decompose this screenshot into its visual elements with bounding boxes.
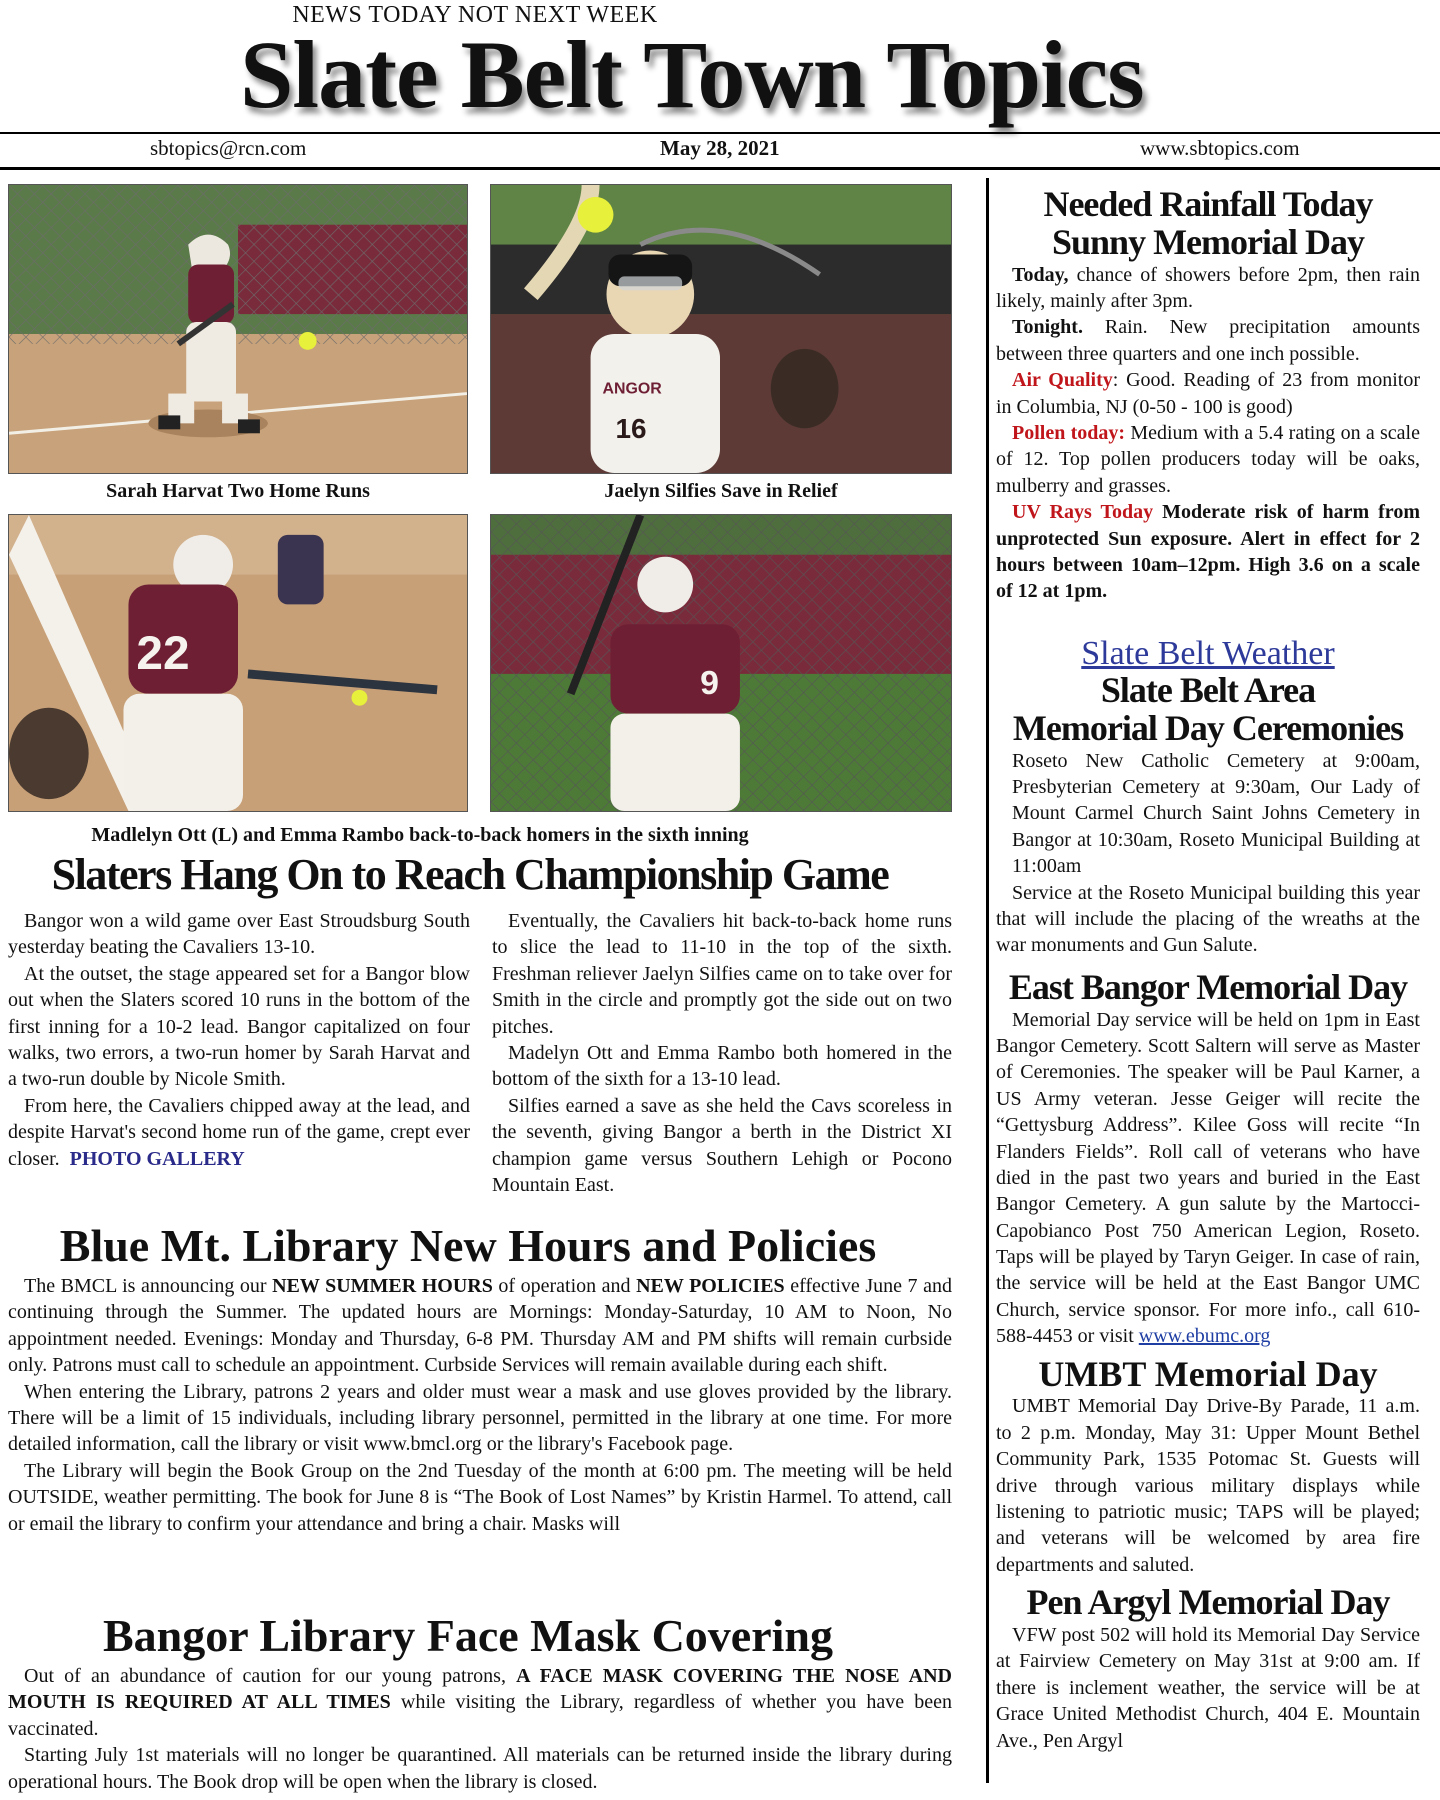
weather-label: Air Quality bbox=[1012, 369, 1113, 392]
softball-paragraph: At the outset, the stage appeared set for a Bangor blow out when the Slaters scored 10 runs in the bottom of the first inning for a 10-2 lead. Bangor capitalized on four walks, two errors, a two-run homer by Sarah Harvat and a two-run double by Nicole Smith. bbox=[8, 962, 470, 1091]
caption-ott-rambo: Madlelyn Ott (L) and Emma Rambo back-to-back homers in the sixth inning bbox=[91, 824, 749, 846]
umbt-headline: UMBT Memorial Day bbox=[1038, 1353, 1378, 1394]
library-text: of operation and bbox=[492, 1275, 637, 1297]
photo-ott[interactable] bbox=[8, 514, 468, 812]
caption-harvat: Sarah Harvat Two Home Runs bbox=[106, 480, 370, 502]
softball-paragraph: Madelyn Ott and Emma Rambo both homered in the bottom of the sixth for a 13-10 lead. bbox=[492, 1041, 952, 1091]
tagline: NEWS TODAY NOT NEXT WEEK bbox=[292, 2, 658, 28]
slate-belt-weather-link[interactable]: Slate Belt Weather bbox=[1081, 634, 1335, 672]
photo-rambo[interactable] bbox=[490, 514, 952, 812]
weather-text: Moderate risk of harm from unprotected Sun exposure. Alert in effect for 2 hours between 10am–12pm. High 3.6 on a scale of 12 at 1pm. bbox=[996, 501, 1420, 603]
masthead-meta bbox=[0, 136, 1440, 166]
pen-argyl-paragraph: VFW post 502 will hold its Memorial Day Service at Fairview Cemetery on May 31st at 9:00 am. If there is inclement weather, the service will be at Grace United Methodist Church, 404 E. Mountain Ave., Pen Argyl bbox=[996, 1623, 1420, 1752]
masthead bbox=[0, 0, 1440, 160]
library-article bbox=[8, 1273, 952, 1537]
weather-text: Medium with a 5.4 rating on a scale of 12. Top pollen producers today will be oaks, mulberry and grasses. bbox=[996, 421, 1420, 497]
contact-email[interactable]: sbtopics@rcn.com bbox=[150, 136, 307, 160]
pen-argyl-headline: Pen Argyl Memorial Day bbox=[1026, 1582, 1390, 1623]
bangor-library-emphasis: A FACE MASK COVERING THE NOSE AND MOUTH IS REQUIRED AT ALL TIMES bbox=[8, 1665, 952, 1714]
east-bangor-text: Memorial Day service will be held on 1pm in East Bangor Cemetery. Scott Saltern will serve as Master of Ceremonies. The speaker will be Paul Karner, a US Army veteran. Jesse Geiger will recite the “Gettysburg Address”. Kilee Goss will recite “In Flanders Fields”. Roll call of veterans who have died in the past two years and buried in the East Bangor Cemetery. A gun salute by the Martocci-Capobianco Post 750 American Legion, Roseto. Taps will be played by Taryn Geiger. In case of rain, the service will be held at the East Bangor UMC Church, service sponsor. For more info., call 610-588-4453 or visit bbox=[996, 1008, 1420, 1348]
library-emphasis: NEW POLICIES bbox=[636, 1275, 785, 1297]
library-headline: Blue Mt. Library New Hours and Policies bbox=[59, 1220, 877, 1271]
ceremonies-article bbox=[996, 748, 1420, 959]
weather-text: chance of showers before 2pm, then rain likely, mainly after 3pm. bbox=[996, 263, 1420, 312]
east-bangor-headline: East Bangor Memorial Day bbox=[1008, 966, 1408, 1007]
weather-tonight bbox=[996, 314, 1420, 367]
ceremonies-paragraph: Service at the Roseto Municipal building this year that will include the placing of the wreaths at the war monuments and Gun Salute. bbox=[996, 881, 1420, 957]
masthead-rule-top bbox=[0, 132, 1440, 134]
photo-gallery-link[interactable]: PHOTO GALLERY bbox=[69, 1147, 245, 1170]
bangor-library-text: Out of an abundance of caution for our young patrons, bbox=[24, 1665, 517, 1687]
website-link[interactable]: www.sbtopics.com bbox=[1140, 136, 1300, 160]
weather-pollen bbox=[996, 420, 1420, 499]
pen-argyl-article bbox=[996, 1622, 1420, 1754]
softball-paragraph: Eventually, the Cavaliers hit back-to-back home runs to slice the lead to 11-10 in the top of the sixth. Freshman reliever Jaelyn Silfies came on to take over for Smith in the circle and promptly got the side out on two pitches. bbox=[492, 910, 952, 1038]
weather-label: Pollen today: bbox=[1012, 421, 1126, 444]
photo-silfies-image bbox=[491, 185, 951, 473]
column-divider bbox=[986, 178, 989, 1783]
photo-ott-image bbox=[9, 515, 467, 811]
caption-silfies: Jaelyn Silfies Save in Relief bbox=[604, 480, 838, 502]
bangor-library-article bbox=[8, 1663, 952, 1795]
ceremonies-headline-line: Memorial Day Ceremonies bbox=[1012, 707, 1404, 748]
pitcher-jersey-number: 16 bbox=[615, 413, 647, 445]
weather-today bbox=[996, 262, 1420, 315]
bangor-library-paragraph bbox=[8, 1663, 952, 1742]
rambo-jersey-number: 9 bbox=[700, 663, 719, 702]
newspaper-title: Slate Belt Town Topics bbox=[240, 21, 1144, 128]
batter-jersey-number: 22 bbox=[136, 627, 190, 680]
bangor-library-text: while visiting the Library, regardless of whether you have been vaccinated. bbox=[8, 1691, 952, 1740]
weather-air-quality bbox=[996, 367, 1420, 420]
weather-uv bbox=[996, 499, 1420, 605]
weather-label: UV Rays Today bbox=[1012, 501, 1154, 524]
umbt-paragraph: UMBT Memorial Day Drive-By Parade, 11 a.m. to 2 p.m. Monday, May 31: Upper Mount Bethel Community Park, 1535 Potomac St. Guests will drive through various military displays while listening to patriotic music; TAPS will be played; and veterans will be welcomed by area fire departments and saluted. bbox=[996, 1395, 1420, 1576]
pitcher-jersey-text: ANGOR bbox=[602, 380, 662, 398]
library-paragraph bbox=[8, 1273, 952, 1379]
weather-text: : Good. Reading of 23 from monitor in Columbia, NJ (0-50 - 100 is good) bbox=[996, 369, 1420, 418]
weather-label: Today, bbox=[1012, 263, 1069, 286]
softball-article-col1 bbox=[8, 908, 470, 1172]
photo-rambo-image bbox=[491, 515, 951, 811]
ceremonies-headline bbox=[996, 672, 1420, 748]
library-paragraph: When entering the Library, patrons 2 years and older must wear a mask and use gloves provided by the library. There will be a limit of 15 individuals, including library personnel, permitted in the library at one time. For more detailed information, call the library or visit www.bmcl.org or the library's Facebook page. bbox=[8, 1380, 952, 1456]
library-emphasis: NEW SUMMER HOURS bbox=[272, 1275, 493, 1297]
library-text: effective June 7 and continuing through the Summer. The updated hours are Mornings: Monday-Saturday, 10 AM to Noon, No appointment needed. Evenings: Monday and Thursday, 6-8 PM. Thursday AM and PM shifts will remain curbside only. Patrons must call to schedule an appointment. Curbside Services will remain available during each shift. bbox=[8, 1275, 952, 1377]
softball-article-col2 bbox=[492, 908, 952, 1198]
east-bangor-paragraph bbox=[996, 1007, 1420, 1350]
photo-harvat-image bbox=[9, 185, 467, 473]
weather-headline-line: Needed Rainfall Today bbox=[1043, 184, 1373, 224]
softball-paragraph bbox=[8, 1093, 470, 1172]
masthead-rule-bottom bbox=[0, 167, 1440, 170]
ceremonies-paragraph: Roseto New Catholic Cemetery at 9:00am, Presbyterian Cemetery at 9:30am, Our Lady of Mount Carmel Church Saint Johns Cemetery in Bangor at 10:30am, Roseto Municipal Building at 11:00am bbox=[1012, 749, 1420, 878]
ebumc-link[interactable]: www.ebumc.org bbox=[1138, 1325, 1271, 1348]
weather-headline bbox=[996, 186, 1420, 262]
library-text: The BMCL is announcing our bbox=[24, 1275, 273, 1297]
weather-headline-line: Sunny Memorial Day bbox=[1051, 221, 1364, 262]
softball-paragraph: Silfies earned a save as she held the Cavs scoreless in the seventh, giving Bangor a berth in the District XI champion game versus Southern Lehigh or Pocono Mountain East. bbox=[492, 1094, 952, 1196]
umbt-article bbox=[996, 1393, 1420, 1578]
softball-paragraph: Bangor won a wild game over East Stroudsburg South yesterday beating the Cavaliers 13-10. bbox=[8, 910, 470, 959]
photo-silfies[interactable] bbox=[490, 184, 952, 474]
weather-text: Rain. New precipitation amounts between three quarters and one inch possible. bbox=[996, 316, 1420, 365]
photo-harvat[interactable] bbox=[8, 184, 468, 474]
weather-label: Tonight. bbox=[1012, 316, 1083, 339]
ceremonies-headline-line: Slate Belt Area bbox=[1100, 670, 1316, 711]
sidebar-column bbox=[996, 180, 1420, 1754]
softball-headline: Slaters Hang On to Reach Championship Game bbox=[51, 850, 889, 899]
library-paragraph: The Library will begin the Book Group on the 2nd Tuesday of the month at 6:00 pm. The meeting will be held OUTSIDE, weather permitting. The book for June 8 is “The Book of Lost Names” by Kristin Harmel. To attend, call or email the library to confirm your attendance and bring a chair. Masks will bbox=[8, 1459, 952, 1535]
bangor-library-headline: Bangor Library Face Mask Covering bbox=[103, 1610, 833, 1661]
issue-date: May 28, 2021 bbox=[660, 136, 780, 160]
weather-article bbox=[996, 262, 1420, 605]
bangor-library-paragraph: Starting July 1st materials will no longer be quarantined. All materials can be returned inside the library during operational hours. The Book drop will be open when the library is closed. bbox=[8, 1744, 952, 1793]
east-bangor-article bbox=[996, 1007, 1420, 1350]
softball-paragraph-text: From here, the Cavaliers chipped away at the lead, and despite Harvat's second home run of the game, crept ever closer. bbox=[8, 1094, 470, 1170]
